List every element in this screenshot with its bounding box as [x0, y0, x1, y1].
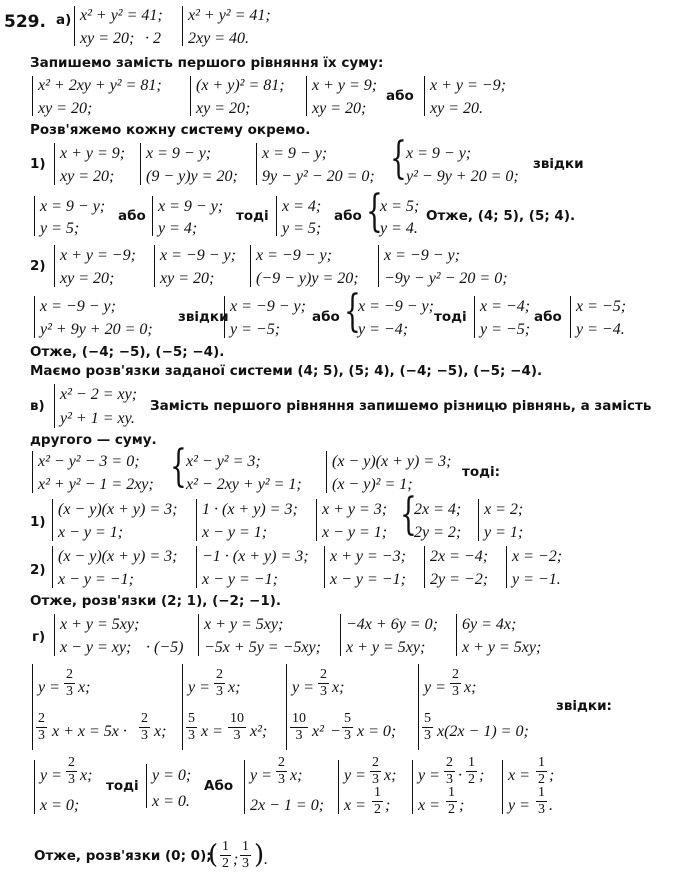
equation: −4x + 6y = 0;: [346, 616, 438, 633]
equation: 2y = −2;: [430, 571, 489, 588]
brace: [340, 614, 341, 656]
denominator: 3: [424, 728, 431, 743]
brace: [324, 546, 325, 588]
symbol: x;: [464, 679, 477, 696]
symbol: x = 0;: [40, 797, 80, 814]
curly-brace: {: [400, 489, 417, 540]
symbol: x =: [344, 797, 366, 814]
fraction: [536, 756, 547, 787]
numerator: 2: [141, 711, 148, 726]
numerator: 5: [344, 711, 351, 726]
equation: x + y = 3;: [322, 501, 388, 518]
fraction: [342, 712, 353, 743]
symbol: 2x − 1 = 0;: [250, 797, 325, 814]
equation: x + y = 5xy;: [204, 616, 284, 633]
symbol: .: [264, 851, 268, 868]
equation: x + y = −9;: [430, 77, 506, 94]
symbol: ;: [479, 767, 485, 784]
case-label: 1): [30, 514, 46, 530]
equation: y² + 9y + 20 = 0;: [40, 321, 153, 338]
equation: 2x = 4;: [414, 501, 462, 518]
denominator: 3: [452, 684, 459, 699]
brace: [224, 296, 225, 338]
fraction: [139, 712, 150, 743]
brace: [474, 296, 475, 338]
symbol: x =: [418, 797, 440, 814]
word-or: або: [312, 309, 340, 325]
word-whence: звідки: [178, 309, 229, 325]
denominator: 3: [320, 684, 327, 699]
symbol: ;: [459, 797, 465, 814]
brace: [316, 499, 317, 541]
symbol: x = 0.: [152, 793, 190, 810]
final-answer: Маємо розв'язки заданої системи (4; 5), (5; 4), (−4; −5), (−5; −4).: [30, 363, 543, 379]
fraction: [444, 756, 455, 787]
denominator: 3: [188, 728, 195, 743]
symbol: y =: [292, 679, 314, 696]
part-v-label: в): [30, 398, 45, 414]
equation: x² − 2 = xy;: [60, 386, 138, 403]
symbol: y =: [344, 767, 366, 784]
numerator: 10: [230, 711, 244, 726]
fraction: [64, 668, 75, 699]
conclusion: Отже, (−4; −5), (−5; −4).: [30, 344, 225, 360]
symbol: y =: [418, 767, 440, 784]
equation: y = 4;: [158, 220, 198, 237]
numerator: 1: [242, 839, 249, 854]
symbol: ;: [233, 851, 239, 868]
equation: x = −9 − y;: [40, 298, 116, 315]
equation: x = 5;: [380, 198, 420, 215]
equation: y = −5;: [480, 321, 531, 338]
equation: x = 9 − y;: [146, 145, 212, 162]
paren-open: (: [208, 840, 219, 870]
denominator: 3: [233, 728, 241, 743]
equation: x² − y² − 3 = 0;: [38, 453, 140, 470]
brace: [338, 760, 339, 814]
word-whence: звідки:: [556, 698, 612, 714]
symbol: x;: [228, 679, 241, 696]
equation: x − y = −1;: [202, 571, 278, 588]
symbol: x(2x − 1) = 0;: [437, 723, 529, 740]
case-label: 2): [30, 258, 46, 274]
symbol: y =: [40, 767, 62, 784]
equation: xy = 20;: [312, 100, 367, 117]
symbol: x;: [290, 767, 303, 784]
equation: y = −4.: [576, 321, 625, 338]
brace: [276, 196, 277, 236]
curly-brace: {: [366, 186, 383, 237]
numerator: 1: [374, 785, 381, 800]
brace: [54, 384, 55, 428]
fraction: [36, 712, 47, 743]
fraction: [276, 756, 287, 787]
fraction: [220, 840, 231, 871]
brace: [52, 499, 53, 541]
equation: xy = 20;: [160, 270, 215, 287]
brace: [478, 499, 479, 541]
fraction: [66, 756, 77, 787]
denominator: 3: [344, 728, 351, 743]
brace: [256, 143, 257, 185]
brace: [250, 245, 251, 287]
equation: y = 4.: [380, 220, 418, 237]
conclusion: Отже, розв'язки (2; 1), (−2; −1).: [30, 593, 282, 609]
symbol: y =: [250, 767, 272, 784]
brace: [502, 760, 503, 814]
word-or: або: [386, 88, 414, 104]
equation: xy = 20;: [60, 168, 115, 185]
paren-close: ): [254, 840, 265, 870]
brace: [456, 614, 457, 656]
equation: (x − y)(x + y) = 3;: [332, 453, 452, 470]
brace: [244, 760, 245, 814]
equation: x − y = −1;: [58, 571, 134, 588]
text-line: Розв'яжемо кожну систему окремо.: [30, 122, 311, 138]
brace: [34, 196, 35, 236]
denominator: 3: [38, 728, 45, 743]
denominator: 3: [242, 856, 249, 871]
numerator: 1: [538, 785, 545, 800]
brace: [34, 296, 35, 338]
equation: x = −5;: [576, 298, 627, 315]
brace: [424, 546, 425, 588]
numerator: 1: [448, 785, 455, 800]
equation: x + y = −3;: [330, 548, 406, 565]
brace: [378, 245, 379, 287]
brace: [196, 499, 197, 541]
fraction: [290, 712, 308, 743]
equation: 1 · (x + y) = 3;: [202, 501, 298, 518]
text-line: Замість першого рівняння запишемо різницю рівнянь, а замість: [150, 398, 652, 414]
equation: x + y = −9;: [60, 247, 136, 264]
conclusion: Отже, (4; 5), (5; 4).: [426, 208, 576, 224]
brace: [506, 546, 507, 588]
denominator: 3: [372, 772, 379, 787]
symbol: ·: [458, 767, 462, 784]
symbol: x =: [201, 723, 223, 740]
brace: [418, 664, 419, 750]
brace: [412, 760, 413, 814]
equation: (−9 − y)y = 20;: [256, 270, 359, 287]
symbol: x + x = 5x ·: [52, 723, 127, 740]
denominator: 2: [538, 772, 545, 787]
multiplier: · 2: [145, 30, 161, 47]
brace: [152, 196, 153, 236]
symbol: ;: [385, 797, 391, 814]
symbol: x;: [80, 767, 93, 784]
equation: x² + y² = 41;: [188, 7, 271, 24]
equation: x² − 2xy + y² = 1;: [186, 476, 302, 493]
fraction: [186, 712, 197, 743]
symbol: x;: [78, 679, 91, 696]
text-line: Запишемо замість першого рівняння їх суму:: [30, 55, 384, 71]
denominator: 2: [374, 802, 381, 817]
fraction: [422, 712, 433, 743]
equation: x = −9 − y;: [384, 247, 460, 264]
brace: [54, 143, 55, 185]
symbol: x =: [508, 767, 530, 784]
text-line: другого — суму.: [30, 432, 157, 448]
equation: y = −4;: [358, 321, 409, 338]
equation: 6y = 4x;: [462, 616, 517, 633]
brace: [32, 451, 33, 493]
brace: [32, 664, 33, 750]
denominator: 2: [222, 856, 229, 871]
equation: x − y = 1;: [202, 524, 268, 541]
equation: y = −5;: [230, 321, 281, 338]
equation: −1 · (x + y) = 3;: [202, 548, 309, 565]
symbol: y =: [38, 679, 60, 696]
brace: [182, 6, 183, 46]
numerator: 1: [222, 839, 229, 854]
numerator: 2: [38, 711, 45, 726]
word-then: тоді: [236, 208, 269, 224]
curly-brace: {: [170, 441, 187, 492]
part-a-label: а): [56, 12, 72, 28]
brace: [140, 143, 141, 185]
symbol: x;: [154, 723, 167, 740]
equation: xy = 20;: [196, 100, 251, 117]
brace: [182, 664, 183, 750]
equation: x = −9 − y;: [160, 247, 236, 264]
equation: xy = 20;: [60, 270, 115, 287]
equation: x = −2;: [512, 548, 563, 565]
equation: 2xy = 40.: [188, 30, 249, 47]
fraction: [466, 756, 477, 787]
numerator: 5: [424, 711, 431, 726]
word-whence: звідки: [533, 156, 584, 172]
equation: 9y − y² − 20 = 0;: [262, 168, 375, 185]
equation: x − y = 1;: [58, 524, 124, 541]
numerator: 2: [216, 667, 223, 682]
symbol: x²: [312, 723, 324, 740]
numerator: 2: [446, 755, 453, 770]
numerator: 1: [538, 755, 545, 770]
numerator: 2: [452, 667, 459, 682]
equation: x² + y² = 41;: [80, 7, 163, 24]
symbol: −: [330, 723, 341, 740]
equation: xy = 20;: [38, 100, 93, 117]
equation: (x − y)² = 1;: [332, 476, 413, 493]
symbol: y = 0;: [152, 767, 192, 784]
brace: [154, 245, 155, 287]
equation: x = 9 − y;: [158, 198, 224, 215]
symbol: y =: [508, 797, 530, 814]
symbol: .: [549, 797, 553, 814]
brace: [570, 296, 571, 338]
equation: xy = 20.: [430, 100, 483, 117]
fraction: [240, 840, 251, 871]
equation: x − y = −1;: [330, 571, 406, 588]
case-label: 2): [30, 562, 46, 578]
equation: y = 1;: [484, 524, 524, 541]
equation: y = 5;: [40, 220, 80, 237]
equation: y = −1.: [512, 571, 561, 588]
brace: [196, 546, 197, 588]
denominator: 3: [141, 728, 148, 743]
curly-brace: {: [344, 286, 361, 337]
numerator: 2: [66, 667, 73, 682]
brace: [34, 760, 35, 814]
symbol: x;: [332, 679, 345, 696]
part-g-label: г): [32, 629, 46, 645]
numerator: 2: [68, 755, 75, 770]
brace: [190, 76, 191, 116]
word-then: тоді: [106, 778, 139, 794]
brace: [306, 76, 307, 116]
symbol: ;: [549, 767, 555, 784]
word-or: або: [118, 208, 146, 224]
symbol: y =: [424, 679, 446, 696]
equation: x = −9 − y;: [256, 247, 332, 264]
equation: (x − y)(x + y) = 3;: [58, 501, 178, 518]
denominator: 3: [216, 684, 223, 699]
equation: (9 − y)y = 20;: [146, 168, 238, 185]
case-label: 1): [30, 156, 46, 172]
word-or: або: [534, 309, 562, 325]
equation: x = 9 − y;: [406, 145, 472, 162]
equation: x + y = 9;: [312, 77, 378, 94]
final-answer: Отже, розв'язки (0; 0);: [34, 848, 212, 864]
word-or: Або: [204, 778, 234, 794]
fraction: [372, 786, 383, 817]
equation: x + y = 5xy;: [462, 639, 542, 656]
fraction: [370, 756, 381, 787]
equation: x + y = 9;: [60, 145, 126, 162]
numerator: 5: [188, 711, 195, 726]
symbol: x²;: [250, 723, 268, 740]
equation: (x − y)(x + y) = 3;: [58, 548, 178, 565]
equation: x = 9 − y;: [40, 198, 106, 215]
equation: x = −9 − y;: [230, 298, 306, 315]
equation: 2x = −4;: [430, 548, 489, 565]
equation: x² + 2xy + y² = 81;: [38, 77, 162, 94]
brace: [52, 546, 53, 588]
equation: y = 5;: [282, 220, 322, 237]
numerator: 10: [292, 711, 306, 726]
equation: x² − y² = 3;: [186, 453, 261, 470]
equation: x − y = xy;: [60, 639, 132, 656]
equation: −5x + 5y = −5xy;: [204, 639, 321, 656]
brace: [424, 76, 425, 116]
curly-brace: {: [390, 133, 407, 184]
denominator: 3: [538, 802, 545, 817]
symbol: x;: [384, 767, 397, 784]
brace: [198, 614, 199, 656]
brace: [146, 764, 147, 808]
equation: x² + y² − 1 = 2xy;: [38, 476, 154, 493]
brace: [286, 664, 287, 750]
equation: x = 9 − y;: [262, 145, 328, 162]
multiplier: · (−5): [146, 639, 184, 656]
brace: [54, 245, 55, 287]
equation: x = −4;: [480, 298, 531, 315]
denominator: 3: [446, 772, 453, 787]
equation: (x + y)² = 81;: [196, 77, 285, 94]
symbol: y =: [188, 679, 210, 696]
equation: 2y = 2;: [414, 524, 462, 541]
equation: x = 4;: [282, 198, 322, 215]
denominator: 3: [68, 772, 75, 787]
brace: [74, 6, 75, 46]
denominator: 2: [468, 772, 475, 787]
denominator: 3: [66, 684, 73, 699]
equation: x = 2;: [484, 501, 524, 518]
numerator: 1: [468, 755, 475, 770]
fraction: [536, 786, 547, 817]
fraction: [446, 786, 457, 817]
equation: y² + 1 = xy.: [60, 410, 135, 427]
equation: x − y = 1;: [322, 524, 388, 541]
equation: x + y = 5xy;: [346, 639, 426, 656]
brace: [54, 614, 55, 656]
denominator: 3: [278, 772, 285, 787]
fraction: [318, 668, 329, 699]
word-then: тоді: [434, 309, 467, 325]
fraction: [214, 668, 225, 699]
equation: xy = 20;: [80, 30, 135, 47]
brace: [32, 76, 33, 116]
numerator: 2: [320, 667, 327, 682]
fraction: [450, 668, 461, 699]
brace: [326, 451, 327, 493]
numerator: 2: [372, 755, 379, 770]
symbol: x = 0;: [357, 723, 397, 740]
equation: y² − 9y + 20 = 0;: [406, 168, 519, 185]
denominator: 3: [295, 728, 303, 743]
word-or: або: [334, 208, 362, 224]
equation: x = −9 − y;: [358, 298, 434, 315]
equation: −9y − y² − 20 = 0;: [384, 270, 508, 287]
denominator: 2: [448, 802, 455, 817]
numerator: 2: [278, 755, 285, 770]
fraction: [228, 712, 246, 743]
word-then: тоді:: [462, 464, 501, 480]
equation: x + y = 5xy;: [60, 616, 140, 633]
problem-number: 529.: [4, 12, 46, 32]
